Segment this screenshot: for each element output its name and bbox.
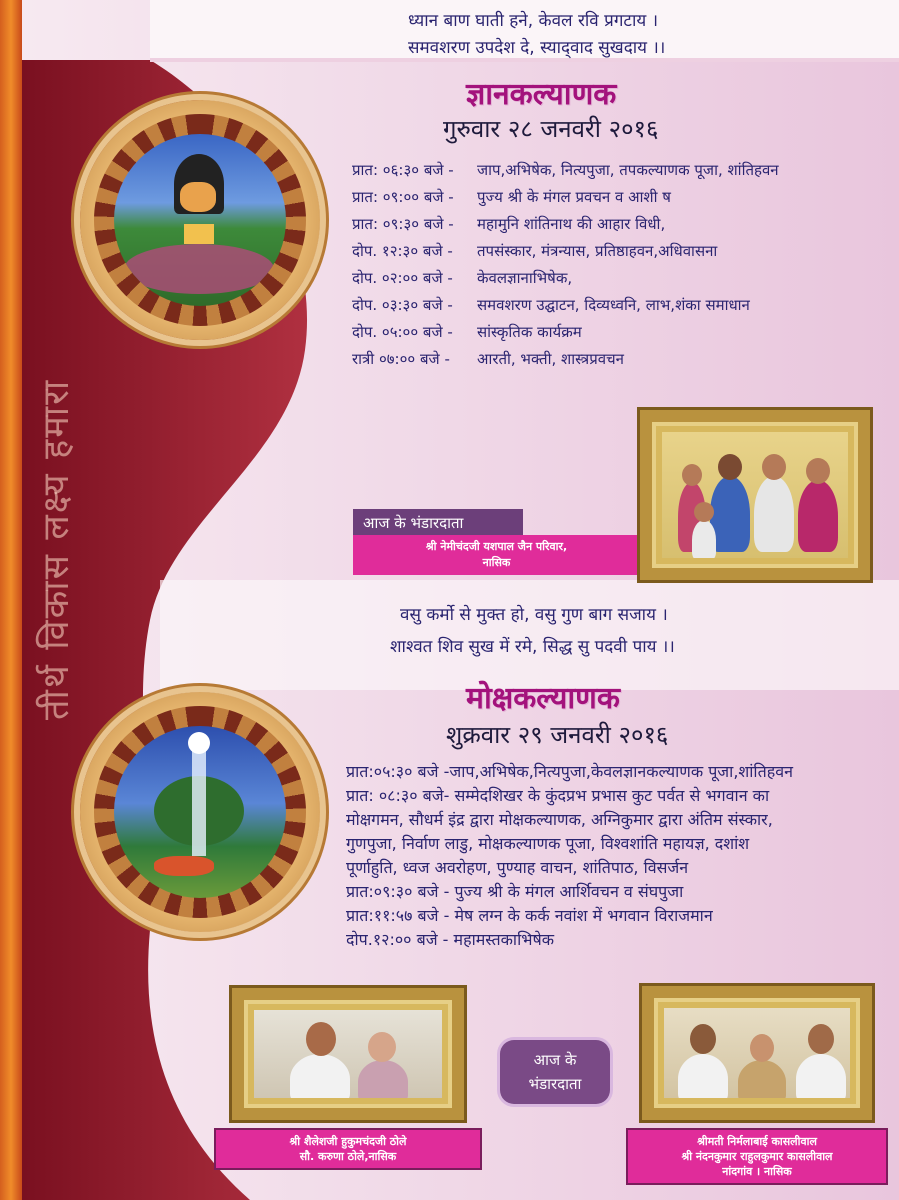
schedule-activity: पुज्य श्री के मंगल प्रवचन व आशी ष	[477, 187, 671, 206]
donor-name-line: सौ. करुणा ठोले,नासिक	[299, 1150, 397, 1163]
schedule-line: गुणपुजा, निर्वाण लाडु, मोक्षकल्याणक पूजा, विश्वशांति महायज्ञ, दशांश	[346, 834, 750, 853]
schedule-line: प्रात: ०८:३० बजे- सम्मेदशिखर के कुंदप्रभ प्रभास कुट पर्वत से भगवान का	[346, 786, 770, 805]
middle-verse-line-1: वसु कर्मो से मुक्त हो, वसु गुण बाग सजाय ।	[400, 605, 668, 625]
schedule-row	[352, 237, 892, 264]
schedule-row	[352, 156, 892, 183]
donor-label-line: भंडारदाता	[528, 1075, 582, 1093]
schedule-row	[352, 183, 892, 210]
moksh-donor-right-name	[626, 1128, 888, 1185]
schedule-time: दोप. ०३:३० बजे -	[352, 295, 453, 314]
moksh-donor-right-photo-frame	[642, 986, 872, 1120]
top-verse-line-2: समवशरण उपदेश दे, स्याद्‌वाद सुखदाय ।।	[408, 38, 666, 58]
schedule-activity: सांस्कृतिक कार्यक्रम	[477, 322, 582, 341]
moksh-kalyanak-date: शुक्रवार २९ जनवरी २०१६	[446, 721, 669, 749]
moksh-medallion-image	[80, 692, 320, 932]
schedule-row	[352, 291, 892, 318]
donor-name-line: श्रीमती निर्मलाबाई कासलीवाल	[697, 1135, 817, 1148]
schedule-activity: समवशरण उद्घाटन, दिव्यध्वनि, लाभ,शंका समाधान	[477, 295, 750, 314]
middle-verse-line-2: शाश्वत शिव सुख में रमे, सिद्ध सु पदवी पाय ।।	[390, 637, 675, 657]
schedule-row	[352, 318, 892, 345]
schedule-line: प्रात:११:५७ बजे - मेष लग्न के कर्क नवांश में भगवान विराजमान	[346, 906, 713, 925]
schedule-time: रात्री ०७:०० बजे -	[352, 349, 450, 368]
couple-photo	[254, 1010, 442, 1098]
gyan-donor-name	[353, 535, 640, 575]
gyan-kalyanak-title: ज्ञानकल्याणक	[466, 77, 617, 112]
schedule-activity: जाप,अभिषेक, नित्यपुजा, तपकल्याणक पूजा, शांतिहवन	[477, 160, 779, 179]
side-banner-text: तीर्थ विकास लक्ष्य हमारा	[36, 378, 77, 720]
schedule-row	[352, 345, 892, 372]
top-verse-line-1: ध्यान बाण घाती हने, केवल रवि प्रगटाय ।	[408, 11, 659, 31]
schedule-time: प्रात: ०६:३० बजे -	[352, 160, 454, 179]
schedule-time: प्रात: ०९:०० बजे -	[352, 187, 454, 206]
schedule-time: दोप. ०५:०० बजे -	[352, 322, 453, 341]
gyan-donor-label: आज के भंडारदाता	[353, 509, 523, 537]
schedule-time: प्रात: ०९:३० बजे -	[352, 214, 454, 233]
schedule-activity: महामुनि शांतिनाथ की आहार विधी,	[477, 214, 666, 233]
schedule-time: दोप. १२:३० बजे -	[352, 241, 453, 260]
donor-name-line: श्री नंदनकुमार राहुलकुमार कासलीवाल	[681, 1150, 833, 1163]
moksh-donor-label	[500, 1040, 610, 1104]
schedule-line: पूर्णाहुति, ध्वज अवरोहण, पुण्याह वाचन, शांतिपाठ, विसर्जन	[346, 858, 689, 877]
moksh-scene	[114, 726, 286, 898]
schedule-row	[352, 264, 892, 291]
gyan-medallion-image	[80, 100, 320, 340]
family-photo	[664, 1008, 850, 1098]
donor-name-line: श्री नेमीचंदजी यशपाल जैन परिवार,	[425, 540, 568, 553]
samavasaran-scene	[114, 134, 286, 306]
gyan-donor-photo-frame	[640, 410, 870, 580]
donor-label-line: आज के	[533, 1051, 577, 1069]
schedule-activity: आरती, भक्ती, शास्त्रप्रवचन	[477, 349, 624, 368]
donor-name-line: नांदगांव । नासिक	[722, 1165, 792, 1178]
donor-name-line: श्री शैलेशजी हुकुमचंदजी ठोले	[289, 1135, 407, 1148]
schedule-time: दोप. ०२:०० बजे -	[352, 268, 453, 287]
gyan-kalyanak-date: गुरुवार २८ जनवरी २०१६	[443, 115, 659, 143]
orange-spine	[0, 0, 22, 1200]
schedule-line: मोक्षगमन, सौधर्म इंद्र द्वारा मोक्षकल्याणक, अग्निकुमार द्वारा अंतिम संस्कार,	[346, 810, 773, 829]
family-photo	[662, 432, 848, 558]
schedule-line: प्रात:०५:३० बजे -जाप,अभिषेक,नित्यपुजा,केवलज्ञानकल्याणक पूजा,शांतिहवन	[346, 762, 793, 781]
donor-name-line: नासिक	[482, 556, 511, 569]
schedule-line: प्रात:०९:३० बजे - पुज्य श्री के मंगल आर्शिवचन व संघपुजा	[346, 882, 684, 901]
moksh-schedule	[346, 760, 894, 952]
gyan-schedule	[352, 156, 892, 372]
moksh-kalyanak-title: मोक्षकल्याणक	[466, 681, 620, 716]
schedule-activity: केवलज्ञानाभिषेक,	[477, 268, 573, 287]
schedule-activity: तपसंस्कार, मंत्रन्यास, प्रतिष्ठाहवन,अधिवासना	[477, 241, 718, 260]
moksh-donor-left-photo-frame	[232, 988, 464, 1120]
schedule-line: दोप.१२:०० बजे - महामस्तकाभिषेक	[346, 930, 555, 949]
moksh-donor-left-name	[214, 1128, 482, 1170]
schedule-row	[352, 210, 892, 237]
